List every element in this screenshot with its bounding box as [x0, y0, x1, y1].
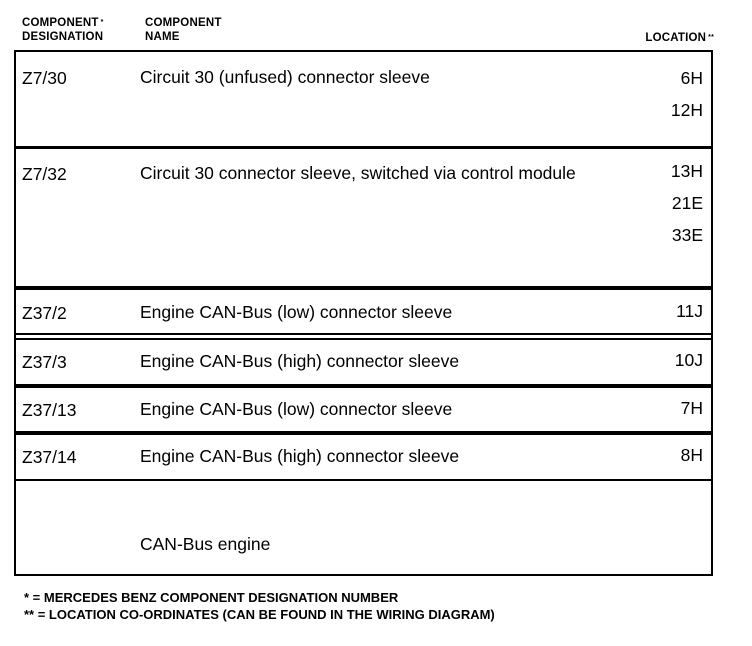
header-component-designation — [22, 16, 104, 44]
header-designation-line1: COMPONENT — [22, 17, 99, 29]
footnote-designation: * = MERCEDES BENZ COMPONENT DESIGNATION NUMBER — [24, 590, 399, 605]
header-name-line1: COMPONENT — [145, 17, 222, 29]
component-location — [671, 62, 703, 126]
table-row — [16, 433, 711, 481]
component-designation: Z7/30 — [22, 68, 67, 88]
component-name: Engine CAN-Bus (high) connector sleeve — [140, 446, 460, 466]
component-name: Engine CAN-Bus (low) connector sleeve — [140, 399, 453, 419]
component-location — [681, 392, 703, 424]
component-location — [671, 155, 703, 251]
location-value: 8H — [680, 445, 703, 465]
component-name: Engine CAN-Bus (low) connector sleeve — [140, 302, 453, 322]
component-designation: Z7/32 — [22, 164, 67, 184]
component-name: Circuit 30 (unfused) connector sleeve — [140, 67, 430, 87]
header-location — [645, 31, 714, 45]
location-value: 10J — [674, 350, 703, 370]
location-value: 33E — [671, 225, 703, 245]
component-name: Engine CAN-Bus (high) connector sleeve — [140, 351, 460, 371]
location-value: 21E — [671, 193, 703, 213]
table-row — [16, 386, 711, 433]
location-value: 12H — [670, 100, 703, 120]
table-row — [16, 147, 711, 288]
header-name-line2: NAME — [145, 31, 180, 43]
footnote-location: ** = LOCATION CO-ORDINATES (CAN BE FOUND IN THE WIRING DIAGRAM) — [24, 607, 495, 622]
component-name: Circuit 30 connector sleeve, switched via control module — [140, 163, 576, 183]
component-designation: Z37/14 — [22, 447, 77, 467]
component-designation: Z37/13 — [22, 400, 77, 420]
component-location — [676, 295, 703, 327]
designation-footnote-mark: * — [100, 19, 104, 26]
component-location — [681, 439, 703, 471]
header-designation-line2: DESIGNATION — [22, 31, 104, 43]
header-component-name — [145, 16, 222, 44]
footnotes — [24, 589, 495, 623]
group-label: CAN-Bus engine — [140, 534, 271, 554]
table-row — [16, 50, 711, 148]
group-section — [16, 481, 711, 576]
location-value: 7H — [680, 398, 703, 418]
location-value: 11J — [676, 301, 703, 321]
table-row — [16, 338, 711, 386]
component-designation: Z37/2 — [22, 303, 67, 323]
component-designation: Z37/3 — [22, 352, 67, 372]
location-value: 6H — [680, 68, 703, 88]
location-footnote-mark: ** — [708, 34, 714, 41]
component-table — [14, 50, 713, 576]
table-row — [16, 288, 711, 335]
location-value: 13H — [670, 161, 703, 181]
component-location — [675, 344, 703, 376]
header-location-label: LOCATION — [645, 32, 707, 44]
